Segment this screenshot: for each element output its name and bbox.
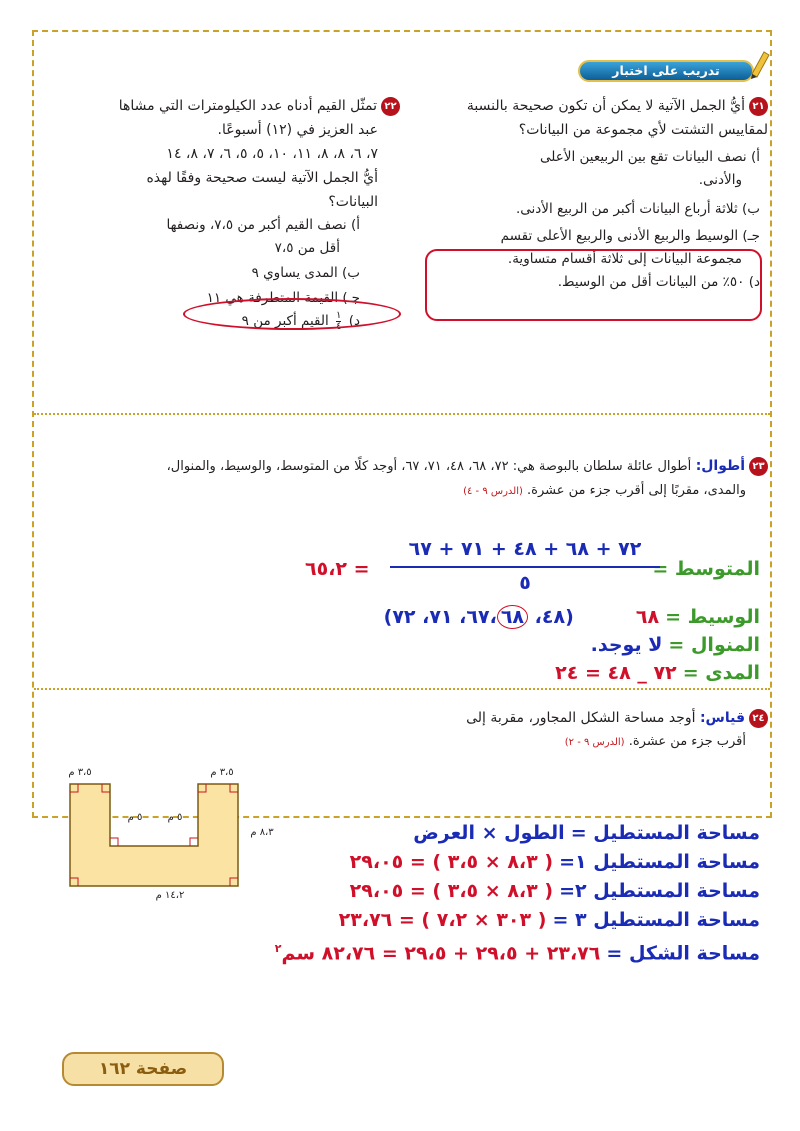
mode-label: المنوال = <box>668 634 760 656</box>
range-line <box>555 660 760 686</box>
area-line-2 <box>350 849 760 875</box>
question-number-badge: ٢٣ <box>749 457 768 476</box>
option-d: د) ٥٠٪ من البيانات أقل من الوسيط. <box>557 274 760 290</box>
question-text: أوجد مساحة الشكل المجاور، مقربة إلى <box>466 710 696 726</box>
superscript: ٢ <box>274 942 282 955</box>
lesson-reference: (الدرس ٩ - ٢) <box>564 737 625 748</box>
mode-line <box>591 632 760 658</box>
question-text: أطوال عائلة سلطان بالبوصة هي: ٧٢، ٦٨، ٤٨، ٧١، ٦٧، أوجد كلًا من المتوسط، والوسيط، والمنوال، <box>166 459 692 474</box>
option-b: ب) ثلاثة أرباع البيانات أكبر من الربيع الأدنى. <box>515 201 760 217</box>
question-text: تمثّل القيم أدناه عدد الكيلومترات التي مشاها <box>118 98 377 114</box>
area-label: مساحة المستطيل ٣ = <box>552 909 760 931</box>
option-c-cont: مجموعة البيانات إلى ثلاثة أقسام متساوية. <box>507 251 742 267</box>
question-text: أقرب جزء من عشرة. <box>628 734 746 749</box>
option-b: ب) المدى يساوي ٩ <box>251 265 360 281</box>
area-label: مساحة الشكل = <box>606 942 760 965</box>
question-text: لمقاييس التشتت لأي مجموعة من البيانات؟ <box>518 122 768 138</box>
area-line-5 <box>275 936 760 966</box>
mode-value: لا يوجد. <box>590 634 663 656</box>
question-number-badge: ٢٢ <box>381 97 400 116</box>
question-23 <box>50 454 768 504</box>
median-circled-value: ٦٨ <box>497 605 528 629</box>
option-a-cont: والأدنى. <box>698 172 742 188</box>
option-a-cont: أقل من ٧،٥ <box>274 240 340 256</box>
area-value: الطول × العرض <box>413 822 565 844</box>
option-c: جـ) القيمة المتطرفة هي ١١ <box>206 290 360 306</box>
option-d-label: د) <box>348 313 360 329</box>
badge-label: تدريب على اختبار <box>578 60 754 82</box>
question-label: قياس: <box>699 710 745 726</box>
area-value: ( ٨،٣ × ٣،٥ ) = ٢٩،٠٥ <box>349 851 554 873</box>
dim-inner-right: ٥ م <box>167 812 183 823</box>
question-text: أيُّ الجمل الآتية لا يمكن أن تكون صحيحة بالنسبة <box>466 98 745 114</box>
option-a: أ) نصف البيانات تقع بين الربيعين الأعلى <box>539 149 760 165</box>
median-order: (٤٨، ٦٧، <box>466 606 574 628</box>
fraction-numerator: ١ <box>336 309 342 321</box>
dim-bottom-label: ١٤،٢ م <box>155 890 185 901</box>
mean-denominator: ٥ <box>519 572 531 594</box>
question-text: عبد العزيز في (١٢) أسبوعًا. <box>217 122 378 138</box>
option-a: أ) نصف القيم أكبر من ٧،٥، ونصفها <box>166 217 360 233</box>
question-number-badge: ٢١ <box>749 97 768 116</box>
answer-highlight-ellipse <box>183 298 401 330</box>
question-label: أطوال: <box>695 458 745 474</box>
area-line-4 <box>339 907 760 933</box>
u-shape <box>70 784 238 886</box>
option-c: جـ) الوسيط والربيع الأدنى والربيع الأعلى تقسم <box>500 228 760 244</box>
page-number-badge: صفحة ١٦٢ <box>62 1052 224 1086</box>
data-values: ٧، ٦، ٨، ٨، ١١، ١٠، ٥، ٥، ٦، ٧، ٨، ١٤ <box>166 146 378 162</box>
pencil-icon <box>748 50 770 80</box>
answer-highlight-box <box>425 249 762 321</box>
question-text: أيُّ الجمل الآتية ليست صحيحة وفقًا لهذه <box>146 170 378 186</box>
question-24 <box>340 706 768 755</box>
area-value: ( ٨،٣ × ٣،٥ ) = ٢٩،٠٥ <box>349 880 554 902</box>
lesson-reference: (الدرس ٩ - ٤) <box>463 486 523 497</box>
mean-label: المتوسط = <box>652 558 760 580</box>
area-label: مساحة المستطيل = <box>570 822 760 844</box>
question-text: البيانات؟ <box>328 194 378 210</box>
question-22 <box>60 94 400 333</box>
u-shape-figure <box>50 760 280 890</box>
range-value: ٧٢ _ ٤٨ = ٢٤ <box>555 662 677 684</box>
area-value: ٢٣،٧٦ + ٢٩،٥ + ٢٩،٥ = ٨٢،٧٦ سم <box>281 942 601 965</box>
area-label: مساحة المستطيل ١= <box>559 851 760 873</box>
area-line-3 <box>350 878 760 904</box>
median-order: ، ٧١، ٧٢) <box>383 606 467 628</box>
dim-top-left: ٣،٥ م <box>68 767 92 778</box>
section-divider <box>34 413 770 415</box>
area-value: ( ٣٠٣ × ٧،٢ ) = ٢٣،٧٦ <box>338 909 547 931</box>
option-d-text: القيم أكبر من ٩ <box>241 313 329 329</box>
section-divider <box>34 688 770 690</box>
dim-inner-left: ٥ م <box>127 812 143 823</box>
area-line-1 <box>413 820 760 846</box>
dim-right: ٨،٣ م <box>250 827 274 838</box>
fraction-bar <box>390 566 660 568</box>
median-label: الوسيط = <box>665 606 760 628</box>
mean-numerator: ٧٢ + ٦٨ + ٤٨ + ٧١ + ٦٧ <box>408 538 642 560</box>
range-label: المدى = <box>682 662 760 684</box>
area-label: مساحة المستطيل ٢= <box>559 880 760 902</box>
question-number-badge: ٢٤ <box>749 709 768 728</box>
median-line <box>384 604 760 630</box>
dim-top-right: ٣،٥ م <box>210 767 234 778</box>
practice-badge <box>572 56 768 86</box>
fraction-denominator: ٤ <box>336 320 342 332</box>
mean-result: = ٦٥،٢ <box>305 558 370 580</box>
question-text: والمدى، مقربًا إلى أقرب جزء من عشرة. <box>527 483 746 498</box>
median-value: ٦٨ <box>635 606 660 628</box>
